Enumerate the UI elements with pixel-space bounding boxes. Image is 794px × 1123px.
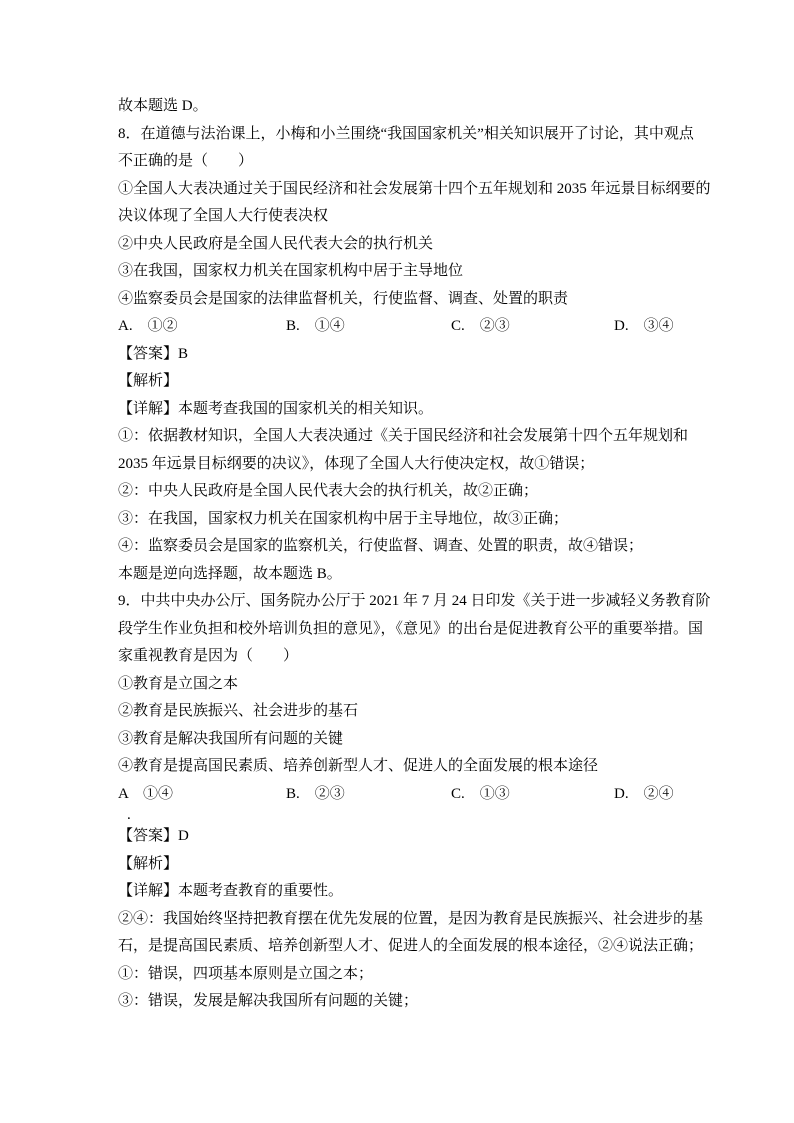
text-line: 【解析】 bbox=[118, 855, 179, 872]
text-line: ③教育是解决我国所有问题的关键 bbox=[118, 730, 344, 747]
text-line: 【答案】D bbox=[118, 828, 189, 844]
text-line: 9．中共中央办公厅、国务院办公厅于 2021 年 7 月 24 日印发《关于进一步减轻义务教育阶 bbox=[118, 593, 711, 609]
text-line: 【详解】本题考查我国的国家机关的相关知识。 bbox=[118, 400, 434, 417]
text-line: 不正确的是（ ） bbox=[118, 153, 254, 169]
text-line: ②：中央人民政府是全国人民代表大会的执行机关，故②正确； bbox=[118, 483, 539, 499]
text-line: 家重视教育是因为（ ） bbox=[118, 648, 299, 664]
text-line: ③：在我国，国家权力机关在国家机构中居于主导地位，故③正确； bbox=[118, 510, 569, 527]
text-line: 2035 年远景目标纲要的决议》，体现了全国人大行使决定权，故①错误； bbox=[118, 455, 595, 472]
text-line: 【详解】本题考查教育的重要性。 bbox=[118, 883, 344, 899]
text-line: ②中央人民政府是全国人民代表大会的执行机关 bbox=[118, 235, 434, 252]
text-line: ①教育是立国之本 bbox=[118, 675, 239, 692]
text-line: 本题是逆向选择题，故本题选 B。 bbox=[118, 565, 342, 582]
option-item: B. ①④ bbox=[286, 318, 345, 334]
option-item: C. ①③ bbox=[451, 785, 510, 802]
options-row bbox=[118, 781, 678, 809]
options-row bbox=[118, 313, 678, 341]
option-item: C. ②③ bbox=[451, 318, 510, 334]
text-line: ②教育是民族振兴、社会进步的基石 bbox=[118, 703, 359, 719]
text-line: 【解析】 bbox=[118, 373, 179, 389]
text-line: 石，是提高国民素质、培养创新型人才、促进人的全面发展的根本途径，②④说法正确； bbox=[118, 938, 704, 954]
text-line: 8．在道德与法治课上，小梅和小兰围绕“我国国家机关”相关知识展开了讨论，其中观点 bbox=[118, 125, 694, 142]
text-line: ①：错误，四项基本原则是立国之本； bbox=[118, 965, 374, 982]
stray-period: . bbox=[127, 807, 131, 823]
text-line: ④：监察委员会是国家的监察机关，行使监督、调查、处置的职责，故④错误； bbox=[118, 538, 644, 554]
text-line: 【答案】B bbox=[118, 345, 189, 362]
text-line: ④教育是提高国民素质、培养创新型人才、促进人的全面发展的根本途径 bbox=[118, 758, 599, 774]
option-item: B. ②③ bbox=[286, 785, 345, 802]
option-item: A. ①② bbox=[118, 318, 178, 334]
text-line: ②④：我国始终坚持把教育摆在优先发展的位置，是因为教育是民族振兴、社会进步的基 bbox=[118, 910, 704, 927]
text-line: ④监察委员会是国家的法律监督机关，行使监督、调查、处置的职责 bbox=[118, 290, 569, 307]
option-item: A ①④ bbox=[118, 785, 174, 802]
text-line: 段学生作业负担和校外培训负担的意见》，《意见》的出台是促进教育公平的重要举措。国 bbox=[118, 620, 704, 637]
text-line: ③在我国，国家权力机关在国家机构中居于主导地位 bbox=[118, 263, 464, 279]
text-line: 故本题选 D。 bbox=[118, 98, 208, 114]
text-line: 决议体现了全国人大行使表决权 bbox=[118, 208, 329, 224]
option-item: D. ③④ bbox=[614, 318, 674, 334]
text-line: ①全国人大表决通过关于国民经济和社会发展第十四个五年规划和 2035 年远景目标纲要的 bbox=[118, 180, 711, 197]
text-line: ③：错误，发展是解决我国所有问题的关键； bbox=[118, 993, 419, 1009]
text-line: ①：依据教材知识，全国人大表决通过《关于国民经济和社会发展第十四个五年规划和 bbox=[118, 428, 689, 444]
option-item: D. ②④ bbox=[614, 785, 674, 802]
